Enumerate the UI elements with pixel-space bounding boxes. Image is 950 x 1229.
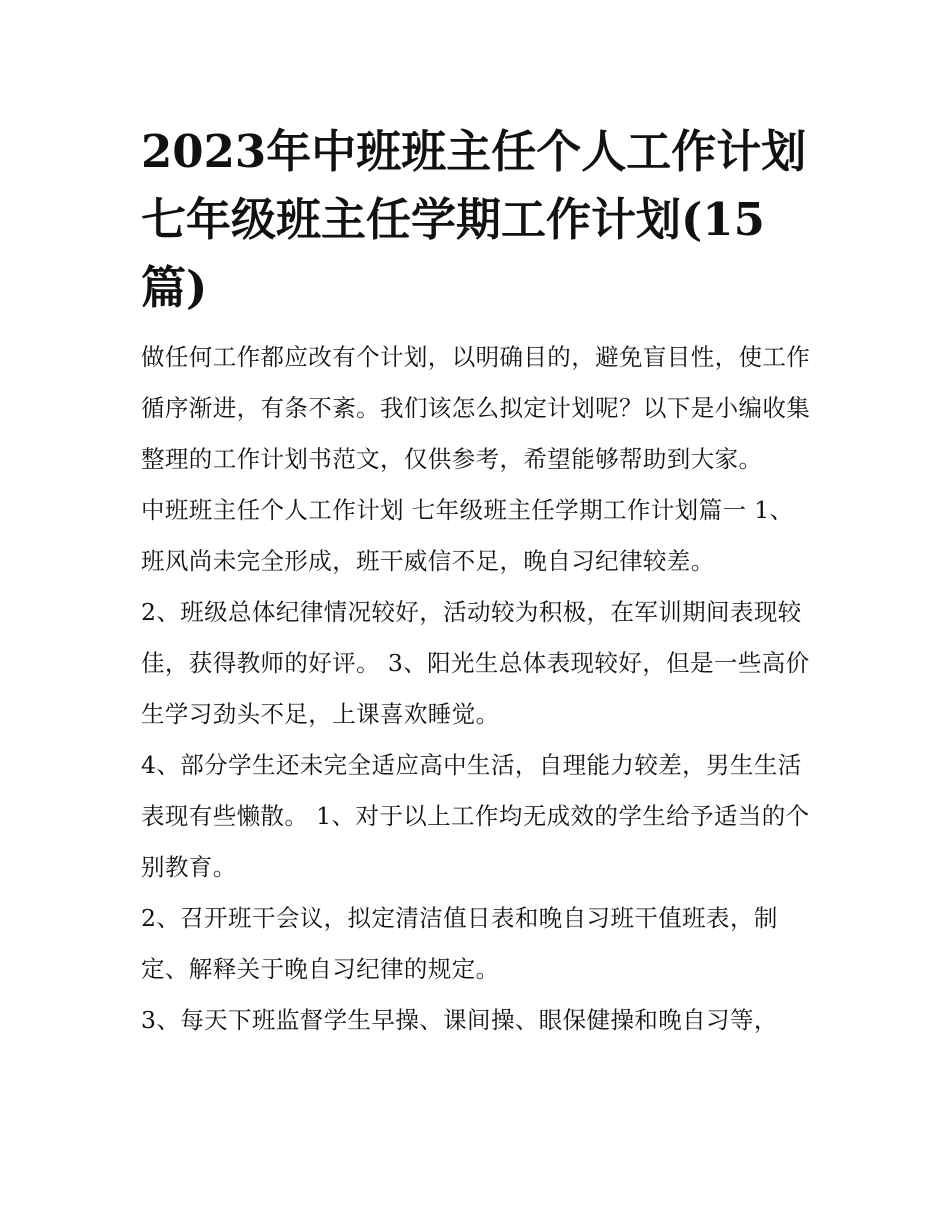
document-content bbox=[141, 118, 813, 1046]
paragraph-1: 中班班主任个人工作计划 七年级班主任学期工作计划篇一 1、班风尚未完全形成，班干威信不足，晚自习纪律较差。 bbox=[141, 496, 794, 575]
paragraph-intro: 做任何工作都应改有个计划，以明确目的，避免盲目性，使工作循序渐进，有条不紊。我们该怎么拟定计划呢？以下是小编收集整理的工作计划书范文，仅供参考，希望能够帮助到大家。 bbox=[141, 343, 811, 473]
paragraph-4: 2、召开班干会议，拟定清洁值日表和晚自习班干值班表，制定、解释关于晚自习纪律的规定。 bbox=[141, 904, 778, 983]
paragraph-2: 2、班级总体纪律情况较好，活动较为积极，在军训期间表现较佳，获得教师的好评。 3、阳光生总体表现较好，但是一些高价生学习劲头不足，上课喜欢睡觉。 bbox=[141, 598, 810, 728]
paragraph-3: 4、部分学生还未完全适应高中生活，自理能力较差，男生生活表现有些懒散。 1、对于以上工作均无成效的学生给予适当的个别教育。 bbox=[141, 751, 810, 881]
paragraph-5: 3、每天下班监督学生早操、课间操、眼保健操和晚自习等， bbox=[141, 1006, 778, 1034]
title-spacer bbox=[141, 322, 813, 332]
document-title: 2023年中班班主任个人工作计划 七年级班主任学期工作计划(15篇) bbox=[141, 125, 807, 314]
